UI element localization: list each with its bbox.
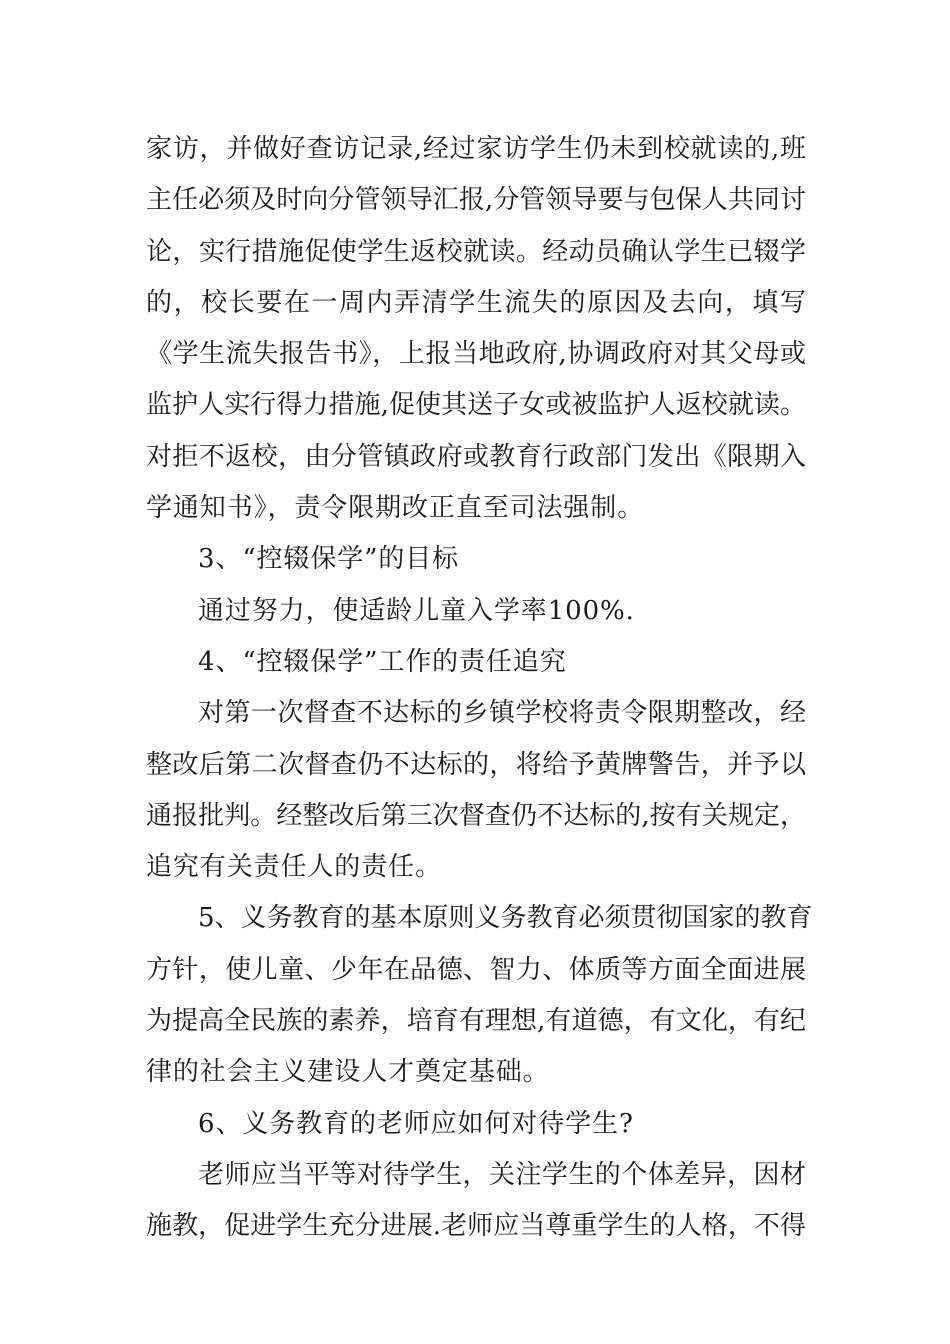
text-line: 学通知书》，责令限期改正直至司法强制。 bbox=[146, 493, 645, 524]
text-line: 论，实行措施促使学生返校就读。经动员确认学生已辍学 bbox=[146, 236, 806, 267]
text-line: 为提高全民族的素养，培育有理想,有道德，有文化，有纪 bbox=[146, 1006, 806, 1037]
text-line: 追究有关责任人的责任。 bbox=[146, 852, 442, 883]
text-line: 的，校长要在一周内弄清学生流失的原因及去向，填写 bbox=[146, 287, 806, 318]
section-heading: 6、义务教育的老师应如何对待学生? bbox=[198, 1108, 634, 1139]
text-line: 方针，使儿童、少年在品德、智力、体质等方面全面进展 bbox=[146, 954, 806, 985]
text-line: 老师应当平等对待学生，关注学生的个体差异，因材 bbox=[198, 1159, 806, 1190]
text-line: 主任必须及时向分管领导汇报,分管领导要与包保人共同讨 bbox=[146, 185, 806, 216]
text-line: 通过努力，使适龄儿童入学率100%. bbox=[198, 595, 635, 626]
text-line: 《学生流失报告书》，上报当地政府,协调政府对其父母或 bbox=[146, 339, 806, 370]
section-heading: 3、“控辍保学”的目标 bbox=[198, 544, 460, 575]
text-line: 通报批判。经整改后第三次督查仍不达标的,按有关规定， bbox=[146, 800, 806, 831]
section-heading: 5、义务教育的基本原则义务教育必须贯彻国家的教育 bbox=[198, 903, 813, 934]
document-body bbox=[146, 127, 813, 1256]
text-line: 对拒不返校，由分管镇政府或教育行政部门发出《限期入 bbox=[146, 441, 806, 472]
text-line: 对第一次督查不达标的乡镇学校将责令限期整改，经 bbox=[198, 698, 806, 729]
text-line: 整改后第二次督查仍不达标的，将给予黄牌警告，并予以 bbox=[146, 749, 806, 780]
section-heading: 4、“控辍保学”工作的责任追究 bbox=[198, 646, 567, 677]
text-line: 家访，并做好查访记录,经过家访学生仍未到校就读的,班 bbox=[146, 134, 806, 164]
text-line: 监护人实行得力措施,促使其送子女或被监护人返校就读。 bbox=[146, 390, 806, 421]
text-line: 律的社会主义建设人才奠定基础。 bbox=[146, 1057, 550, 1088]
text-line: 施教，促进学生充分进展.老师应当尊重学生的人格，不得 bbox=[146, 1211, 806, 1242]
